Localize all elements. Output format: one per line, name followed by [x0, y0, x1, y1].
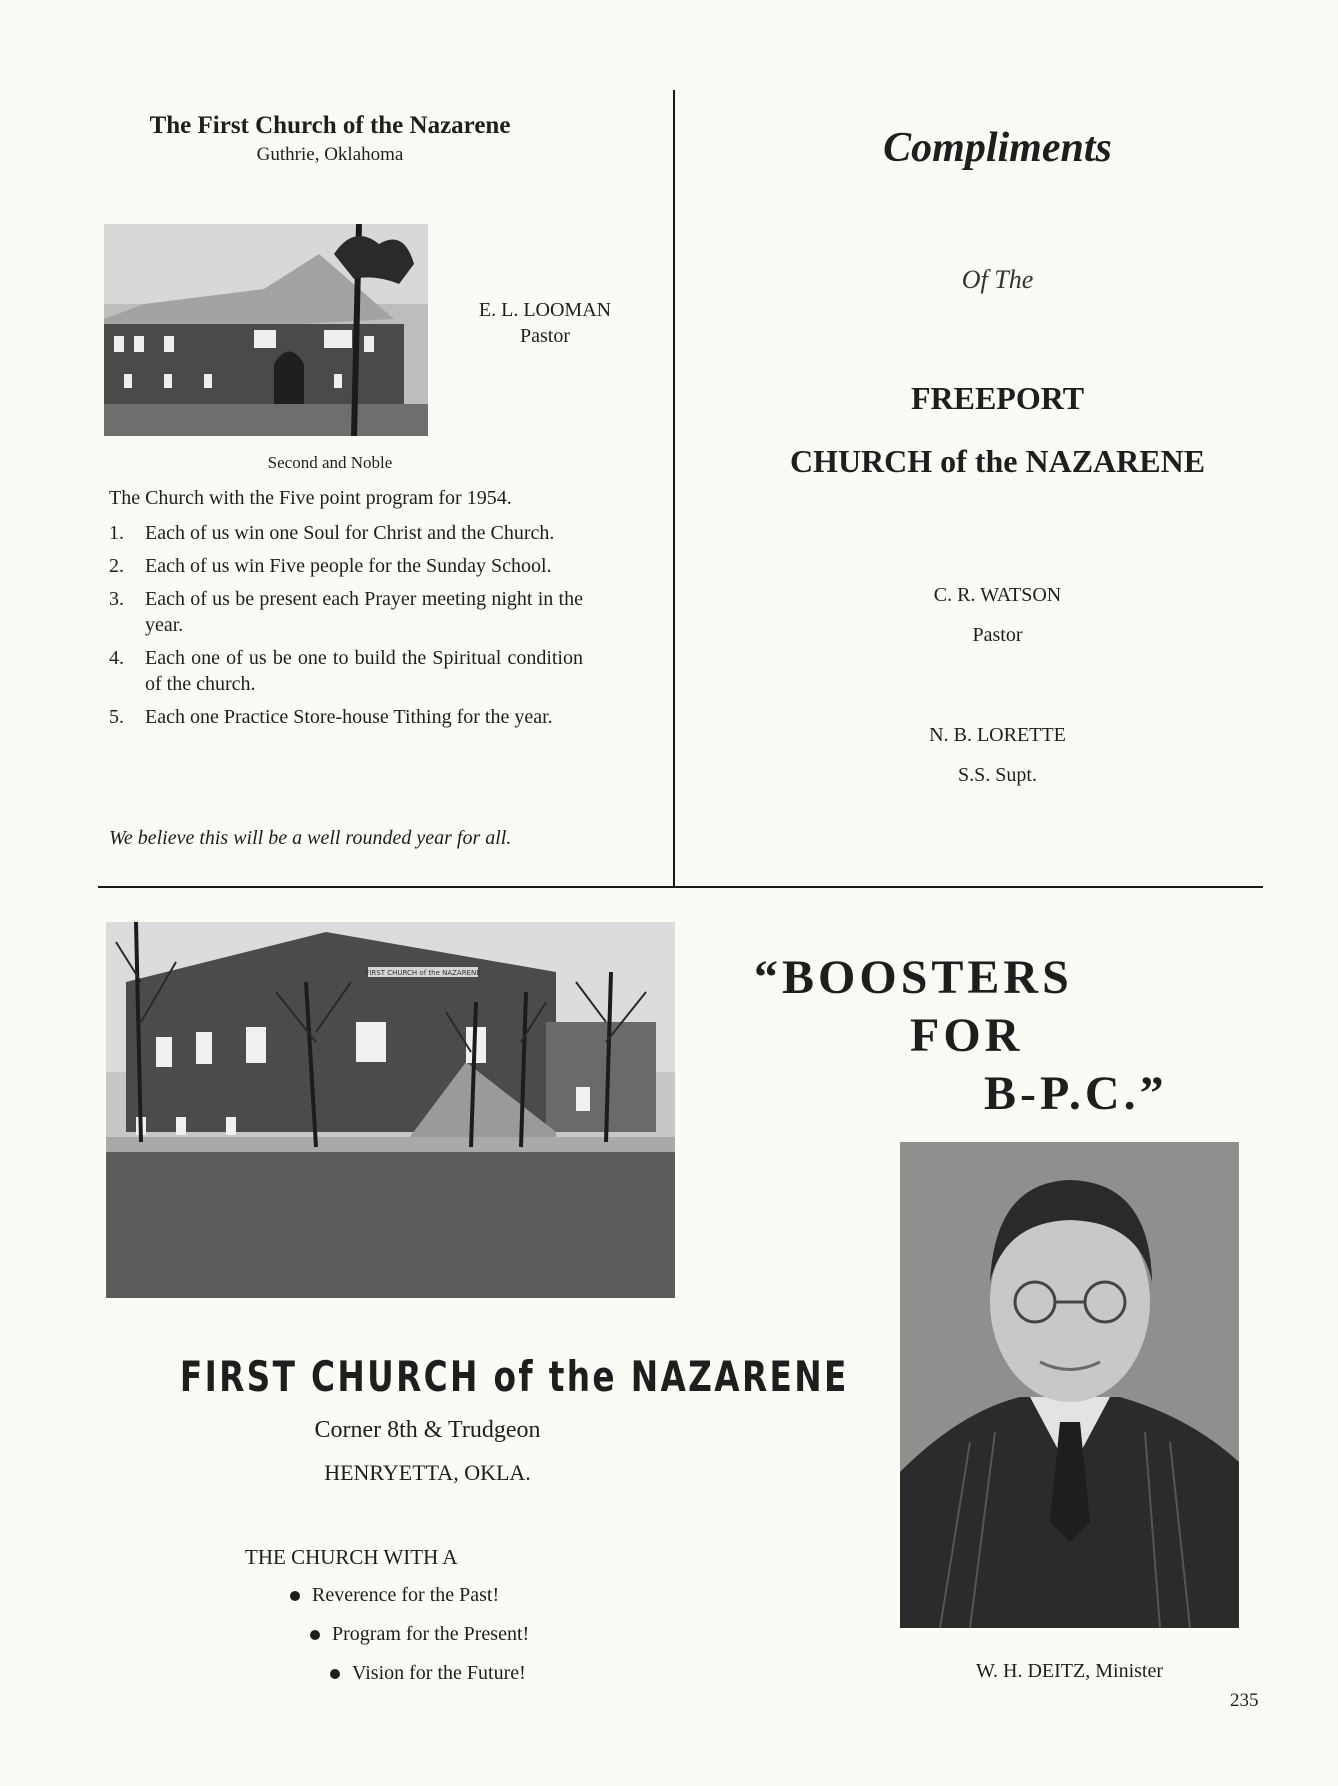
guthrie-pastor — [440, 297, 650, 349]
bullet-dot-icon — [330, 1669, 340, 1679]
freeport-pastor-role: Pastor — [972, 624, 1023, 646]
program-item: 3. Each of us be present each Prayer meeting night in the year. — [109, 588, 583, 636]
compliments-heading: Compliments — [883, 125, 1112, 171]
program-item: 1. Each of us win one Soul for Christ and the Church. — [109, 522, 555, 544]
freeport-name-line1: FREEPORT — [910, 380, 1085, 416]
boosters-line2: FOR — [910, 1009, 1024, 1062]
henryetta-city: HENRYETTA, OKLA. — [324, 1460, 531, 1485]
henryetta-church-photo — [106, 922, 675, 1298]
program-item: 2. Each of us win Five people for the Sunday School. — [109, 555, 552, 577]
program-closing: We believe this will be a well rounded year for all. — [109, 827, 512, 849]
minister-portrait — [900, 1142, 1239, 1628]
minister-caption: W. H. DEITZ, Minister — [975, 1660, 1163, 1682]
freeport-supt-name: N. B. LORETTE — [929, 724, 1066, 746]
five-point-program — [109, 520, 583, 737]
church-sign-text: FIRST CHURCH of the NAZARENE — [365, 969, 481, 977]
vertical-divider — [673, 90, 675, 888]
freeport-supt-role: S.S. Supt. — [958, 764, 1037, 786]
program-item: 5. Each one Practice Store-house Tithing for the year. — [109, 706, 553, 728]
guthrie-photo-caption: Second and Noble — [267, 453, 393, 472]
guthrie-church-title: The First Church of the Nazarene — [149, 112, 511, 139]
henryetta-address: Corner 8th & Trudgeon — [314, 1417, 541, 1443]
guthrie-pastor-role: Pastor — [520, 325, 570, 347]
guthrie-pastor-name: E. L. LOOMAN — [478, 299, 612, 321]
bullet-dot-icon — [310, 1630, 320, 1640]
henryetta-church-title: FIRST CHURCH of the NAZARENE — [179, 1352, 849, 1401]
bullet-item: Program for the Present! — [310, 1623, 529, 1646]
program-intro: The Church with the Five point program for 1954. — [109, 487, 512, 509]
freeport-name-line2: CHURCH of the NAZARENE — [789, 443, 1206, 479]
bullet-item: Reverence for the Past! — [290, 1584, 499, 1607]
guthrie-location: Guthrie, Oklahoma — [256, 144, 404, 165]
bullet-dot-icon — [290, 1591, 300, 1601]
freeport-pastor-name: C. R. WATSON — [933, 584, 1062, 606]
of-the-text: Of The — [961, 265, 1034, 294]
bullet-item: Vision for the Future! — [330, 1662, 526, 1685]
church-with-lead: THE CHURCH WITH A — [245, 1545, 458, 1569]
program-item: 4. Each one of us be one to build the Spiritual condition of the church. — [109, 647, 583, 695]
boosters-line3: B-P.C.” — [984, 1067, 1168, 1120]
guthrie-church-photo — [104, 224, 428, 436]
boosters-line1: “BOOSTERS — [754, 951, 1073, 1004]
page-number: 235 — [1230, 1690, 1259, 1711]
horizontal-divider — [98, 886, 1263, 888]
